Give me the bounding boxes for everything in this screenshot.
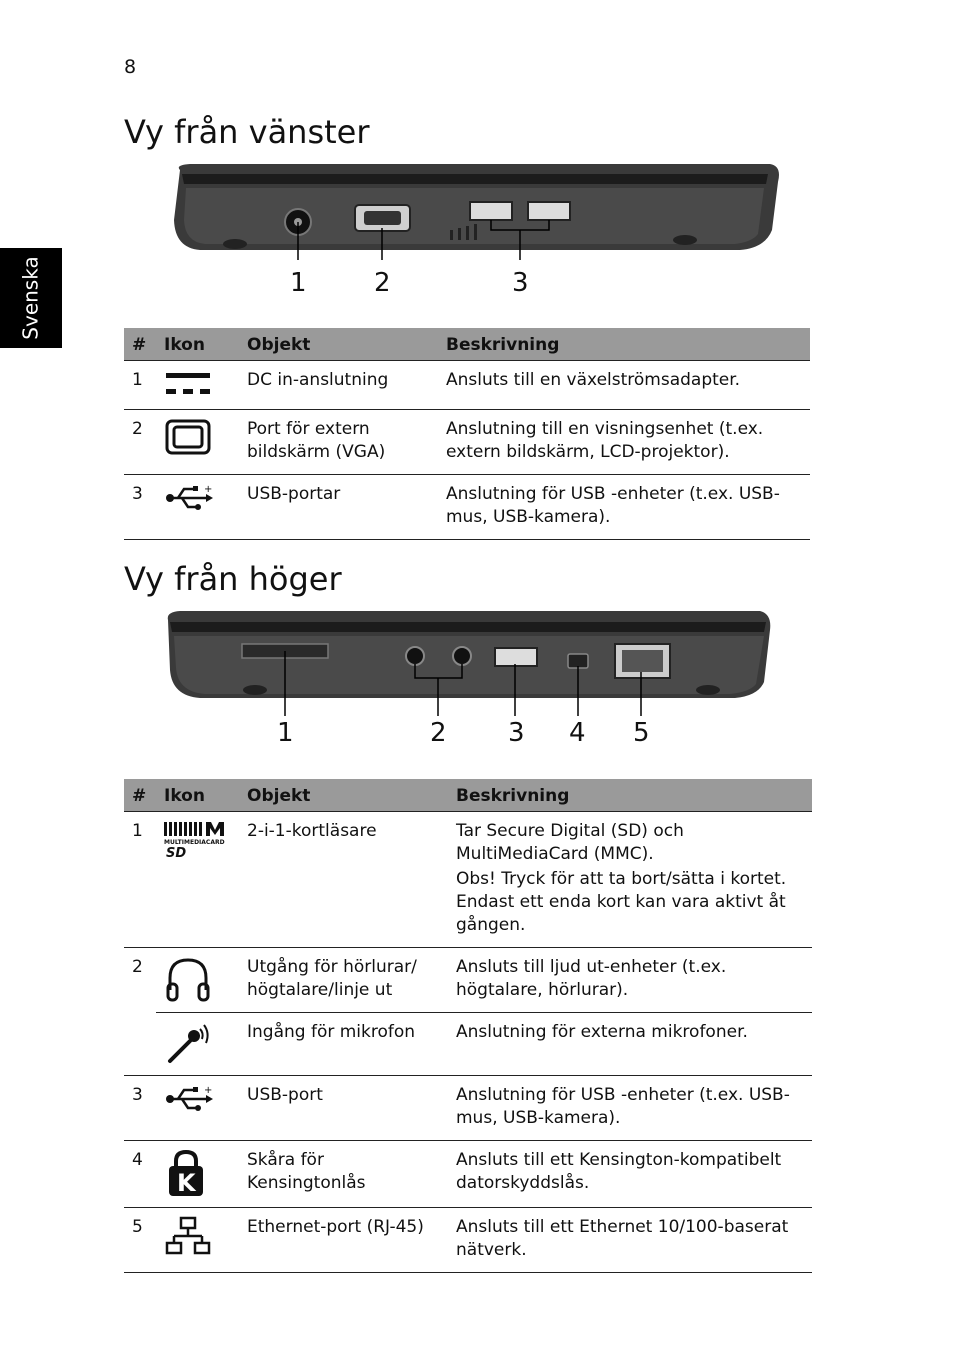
left-callout-1: 1 [290,268,307,298]
table-row [124,948,812,1013]
left-callout-3: 3 [512,268,529,298]
row-item: Utgång för hörlurar/ högtalare/linje ut [239,948,448,1013]
row-num: 2 [132,957,143,977]
table-row [124,812,812,948]
usb-icon [164,483,214,513]
left-callout-2: 2 [374,268,391,298]
row-desc: Ansluts till ett Ethernet 10/100-baserat nätverk. [448,1208,812,1273]
svg-text:SD: SD [166,846,187,860]
microphone-icon [164,1021,212,1065]
row-desc: Anslutning till en visningsenhet (t.ex. extern bildskärm, LCD-projektor). [438,410,810,475]
header-icon: Ikon [156,328,239,361]
table-header-row [124,328,810,361]
language-label: Svenska [19,256,44,340]
usb-icon [164,1084,214,1114]
table-row [124,410,810,475]
card-reader-icon [164,820,226,860]
row-num: 3 [124,475,156,540]
header-desc: Beskrivning [448,779,812,812]
kensington-lock-icon [164,1149,208,1197]
row-num: 3 [124,1076,156,1141]
headphones-icon [164,956,212,1002]
ethernet-icon [164,1216,212,1256]
page-number: 8 [124,56,137,78]
row-num: 5 [124,1208,156,1273]
right-view-table [124,779,812,1273]
table-row [124,1208,812,1273]
svg-text:MULTIMEDIACARD: MULTIMEDIACARD [164,839,225,846]
row-num: 1 [124,361,156,410]
table-row [124,475,810,540]
row-desc: Ansluts till ljud ut-enheter (t.ex. högtalare, hörlurar). [448,948,812,1013]
left-view-title: Vy från vänster [124,113,370,151]
header-num: # [124,328,156,361]
row-num: 1 [124,812,156,948]
row-desc: Ansluts till ett Kensington-kompatibelt datorskyddslås. [448,1141,812,1208]
row-num: 2 [124,410,156,475]
right-callout-2: 2 [430,718,447,748]
header-item: Objekt [239,779,448,812]
row-item: Skåra för Kensingtonlås [239,1141,448,1208]
svg-text:+: + [204,484,213,495]
row-item: Ingång för mikrofon [239,1013,448,1076]
table-row [124,361,810,410]
row-num [124,1013,156,1076]
row-item: 2-i-1-kortläsare [239,812,448,948]
row-desc: Anslutning för externa mikrofoner. [448,1013,812,1076]
row-num: 4 [124,1141,156,1208]
right-callout-1: 1 [277,718,294,748]
header-icon: Ikon [156,779,239,812]
table-row [124,1076,812,1141]
right-view-title: Vy från höger [124,560,342,598]
header-item: Objekt [239,328,438,361]
right-side-laptop-illustration [160,606,780,716]
table-header-row [124,779,812,812]
row-item: Ethernet-port (RJ-45) [239,1208,448,1273]
svg-text:K: K [177,1169,196,1197]
row-desc: Tar Secure Digital (SD) och MultiMediaCard (MMC). [456,821,684,864]
right-callout-4: 4 [569,718,586,748]
row-desc: Ansluts till en växelströmsadapter. [438,361,810,410]
vga-icon [164,418,212,456]
row-item: DC in-anslutning [239,361,438,410]
row-desc: Anslutning för USB -enheter (t.ex. USB-mus, USB-kamera). [438,475,810,540]
row-item: USB-port [239,1076,448,1141]
right-callout-5: 5 [633,718,650,748]
header-num: # [124,779,156,812]
left-side-laptop-illustration [160,160,790,260]
table-row [124,1141,812,1208]
row-note [456,868,806,937]
svg-text:+: + [204,1085,213,1096]
row-item: USB-portar [239,475,438,540]
row-desc: Anslutning för USB -enheter (t.ex. USB-mus, USB-kamera). [448,1076,812,1141]
table-row [124,1013,812,1076]
right-callout-3: 3 [508,718,525,748]
row-item: Port för extern bildskärm (VGA) [239,410,438,475]
note-label: Obs! [456,869,496,889]
left-view-table [124,328,810,540]
header-desc: Beskrivning [438,328,810,361]
note-text: Tryck för att ta bort/sätta i kortet. Endast ett enda kort kan vara aktivt åt gången. [456,869,787,935]
dc-in-icon [164,369,212,399]
language-side-tab [0,248,62,348]
